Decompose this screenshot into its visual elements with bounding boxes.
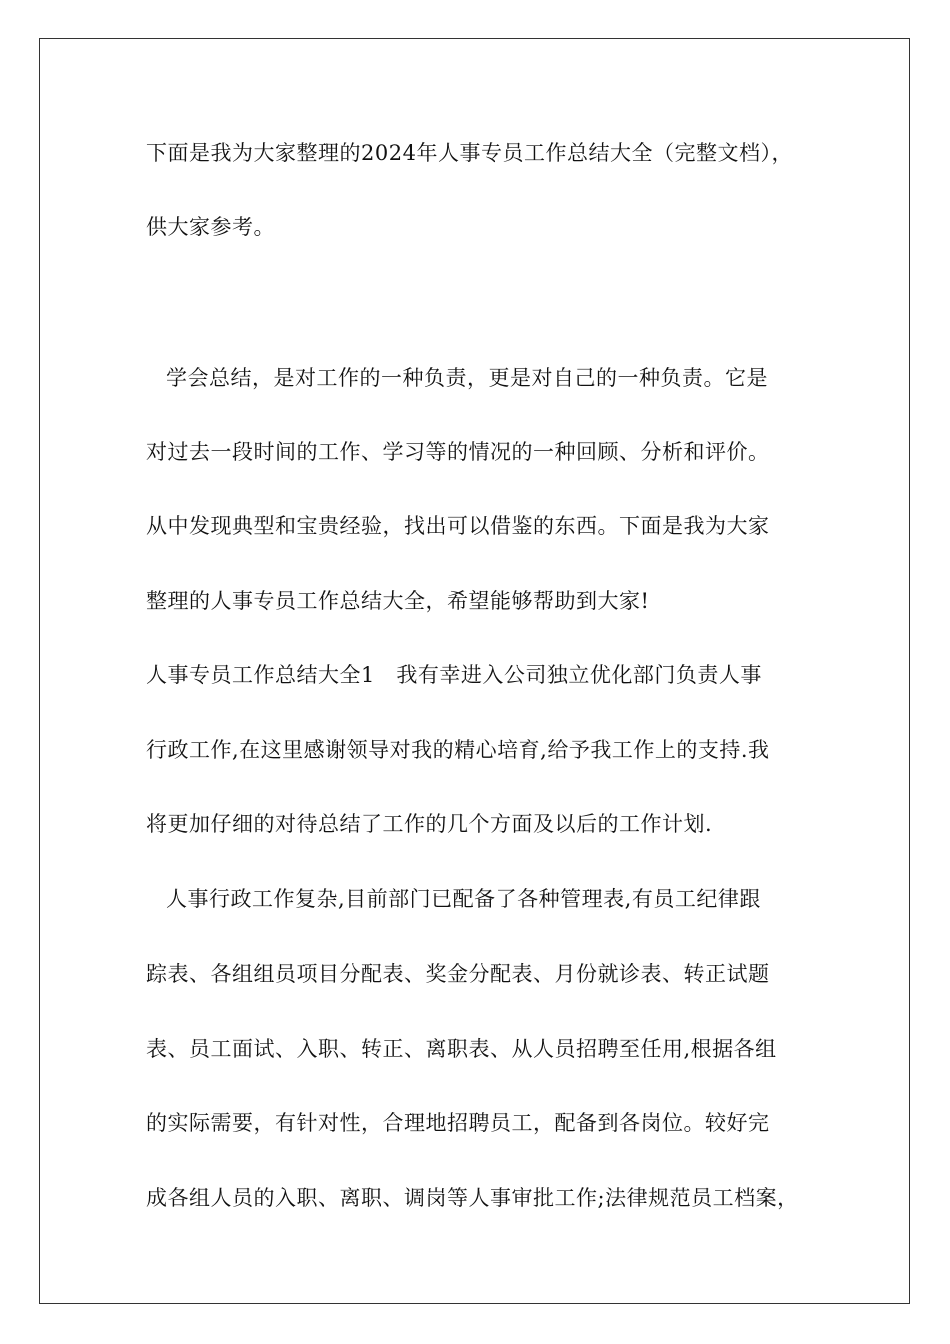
body-line-2: 踪表、各组组员项目分配表、奖金分配表、月份就诊表、转正试题: [146, 962, 770, 986]
paragraph-line-2: 对过去一段时间的工作、学习等的情况的一种回顾、分析和评价。: [146, 440, 770, 464]
body-line-5: 成各组人员的入职、离职、调岗等人事审批工作;法律规范员工档案，: [146, 1186, 799, 1210]
paragraph-line-3: 从中发现典型和宝贵经验，找出可以借鉴的东西。下面是我为大家: [146, 514, 770, 538]
body-line-1: 人事行政工作复杂,目前部门已配备了各种管理表,有员工纪律跟: [166, 887, 761, 911]
section-line-2: 行政工作,在这里感谢领导对我的精心培育,给予我工作上的支持.我: [146, 738, 770, 762]
section-line-3: 将更加仔细的对待总结了工作的几个方面及以后的工作计划.: [146, 812, 713, 836]
paragraph-line-1: 学会总结，是对工作的一种负责，更是对自己的一种负责。它是: [166, 366, 768, 390]
intro-line-1: 下面是我为大家整理的2024年人事专员工作总结大全（完整文档），: [146, 141, 793, 165]
section-heading-line: 人事专员工作总结大全1 我有幸进入公司独立优化部门负责人事: [146, 663, 762, 687]
body-line-3: 表、员工面试、入职、转正、离职表、从人员招聘至任用,根据各组: [146, 1037, 777, 1061]
body-line-4: 的实际需要，有针对性，合理地招聘员工，配备到各岗位。较好完: [146, 1111, 770, 1135]
intro-line-2: 供大家参考。: [146, 215, 275, 239]
paragraph-line-4: 整理的人事专员工作总结大全，希望能够帮助到大家!: [146, 589, 650, 613]
